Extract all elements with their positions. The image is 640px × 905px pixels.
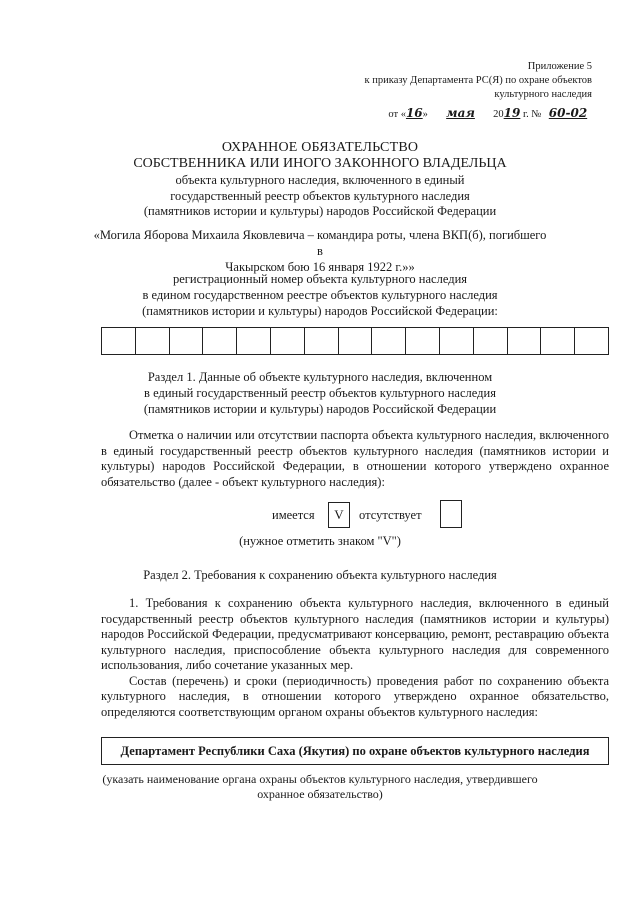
reg-cell (440, 328, 474, 354)
date-year: 19 (503, 106, 521, 120)
section1-line1: Раздел 1. Данные об объекте культурного наследия, включенном (147, 370, 493, 384)
checkbox-note: (нужное отметить знаком "V") (239, 534, 401, 548)
date-month: мая (446, 106, 475, 120)
section1-line2: в единый государственный реестр объектов культурного наследия (144, 386, 496, 400)
reg-cell (203, 328, 237, 354)
passport-text: Отметка о наличии или отсутствии паспорта объекта культурного наследия, включенного в единый государственный реестр объектов культурного наследия (памятников истории и культуры) народов Российской Федерации, в отношении которого утверждено охранное обязательство (далее - объект культурного наследия): (101, 428, 609, 489)
registration-line1: регистрационный номер объекта культурного наследия (172, 272, 468, 286)
appendix-line1: Приложение 5 (527, 61, 592, 72)
department-note-line1: (указать наименование органа охраны объектов культурного наследия, утвердившего (102, 772, 538, 786)
doc-title-line2: СОБСТВЕННИКА ИЛИ ИНОГО ЗАКОННОГО ВЛАДЕЛЬЦА (133, 156, 507, 171)
date-year-prefix: 20 (493, 109, 504, 120)
registration-line3: (памятников истории и культуры) народов Российской Федерации: (142, 304, 498, 318)
appendix-line3: культурного наследия (494, 89, 592, 100)
object-name-line1: «Могила Яборова Михаила Яковлевича – командира роты, члена ВКП(б), погибшего в (93, 228, 547, 258)
has-passport-label: имеется (272, 508, 315, 522)
appendix-line2: к приказу Департамента РС(Я) по охране объектов (364, 75, 592, 86)
doc-title-line1: ОХРАННОЕ ОБЯЗАТЕЛЬСТВО (221, 140, 419, 155)
requirements-para2: Состав (перечень) и сроки (периодичность) проведения работ по сохранению объекта культурного наследия, в отношении которого утверждено охранное обязательство, определяются соответствующим органом охраны объектов культурного наследия: (101, 673, 609, 719)
doc-subtitle (60, 173, 580, 220)
requirements-text (101, 596, 609, 720)
object-name (90, 227, 550, 275)
section1-line3: (памятников истории и культуры) народов Российской Федерации (143, 402, 497, 416)
no-passport-checkbox[interactable] (440, 500, 462, 528)
reg-cell (508, 328, 542, 354)
doc-subtitle-line3: (памятников истории и культуры) народов Российской Федерации (143, 204, 497, 218)
date-mid: » (422, 109, 428, 120)
reg-cell (136, 328, 170, 354)
appendix-header (332, 60, 592, 122)
no-passport-label: отсутствует (359, 508, 422, 522)
reg-cell (237, 328, 271, 354)
has-passport-checkbox[interactable]: V (328, 502, 350, 528)
date-day: 16 (405, 106, 423, 120)
reg-cell (305, 328, 339, 354)
reg-cell (575, 328, 608, 354)
reg-cell (339, 328, 373, 354)
date-num-prefix: г. № (522, 109, 542, 120)
reg-cell (271, 328, 305, 354)
reg-cell (541, 328, 575, 354)
doc-subtitle-line2: государственный реестр объектов культурного наследия (170, 188, 470, 203)
department-box: Департамент Республики Саха (Якутия) по охране объектов культурного наследия (101, 737, 609, 765)
section1-heading (60, 369, 580, 417)
object-name-line2: Чакырском бою 16 января 1922 г.»» (225, 260, 415, 274)
reg-cell (170, 328, 204, 354)
reg-cell (102, 328, 136, 354)
reg-cell (372, 328, 406, 354)
reg-cell (474, 328, 508, 354)
department-note-line2: охранное обязательство) (257, 787, 383, 801)
date-number: 60-02 (548, 106, 588, 120)
appendix-date-line (332, 106, 592, 122)
registration-line2: в едином государственном реестре объектов культурного наследия (142, 288, 498, 302)
registration-number-grid (101, 327, 609, 355)
passport-paragraph (101, 428, 609, 490)
date-prefix: от « (388, 109, 406, 120)
passport-checkboxes (0, 502, 640, 530)
section2-heading: Раздел 2. Требования к сохранению объекта культурного наследия (143, 568, 497, 582)
requirements-para1: 1. Требования к сохранению объекта культурного наследия, включенного в единый государственный реестр объектов культурного наследия (памятников истории и культуры) народов Российской Федерации, предусматривают консервацию, ремонт, реставрацию объекта культурного наследия, приспособление объекта культурного наследия для современного использования, либо сочетание указанных мер. (101, 596, 609, 672)
reg-cell (406, 328, 440, 354)
department-note (60, 772, 580, 802)
registration-label (60, 271, 580, 319)
doc-subtitle-line1: объекта культурного наследия, включенного в единый (175, 173, 465, 187)
